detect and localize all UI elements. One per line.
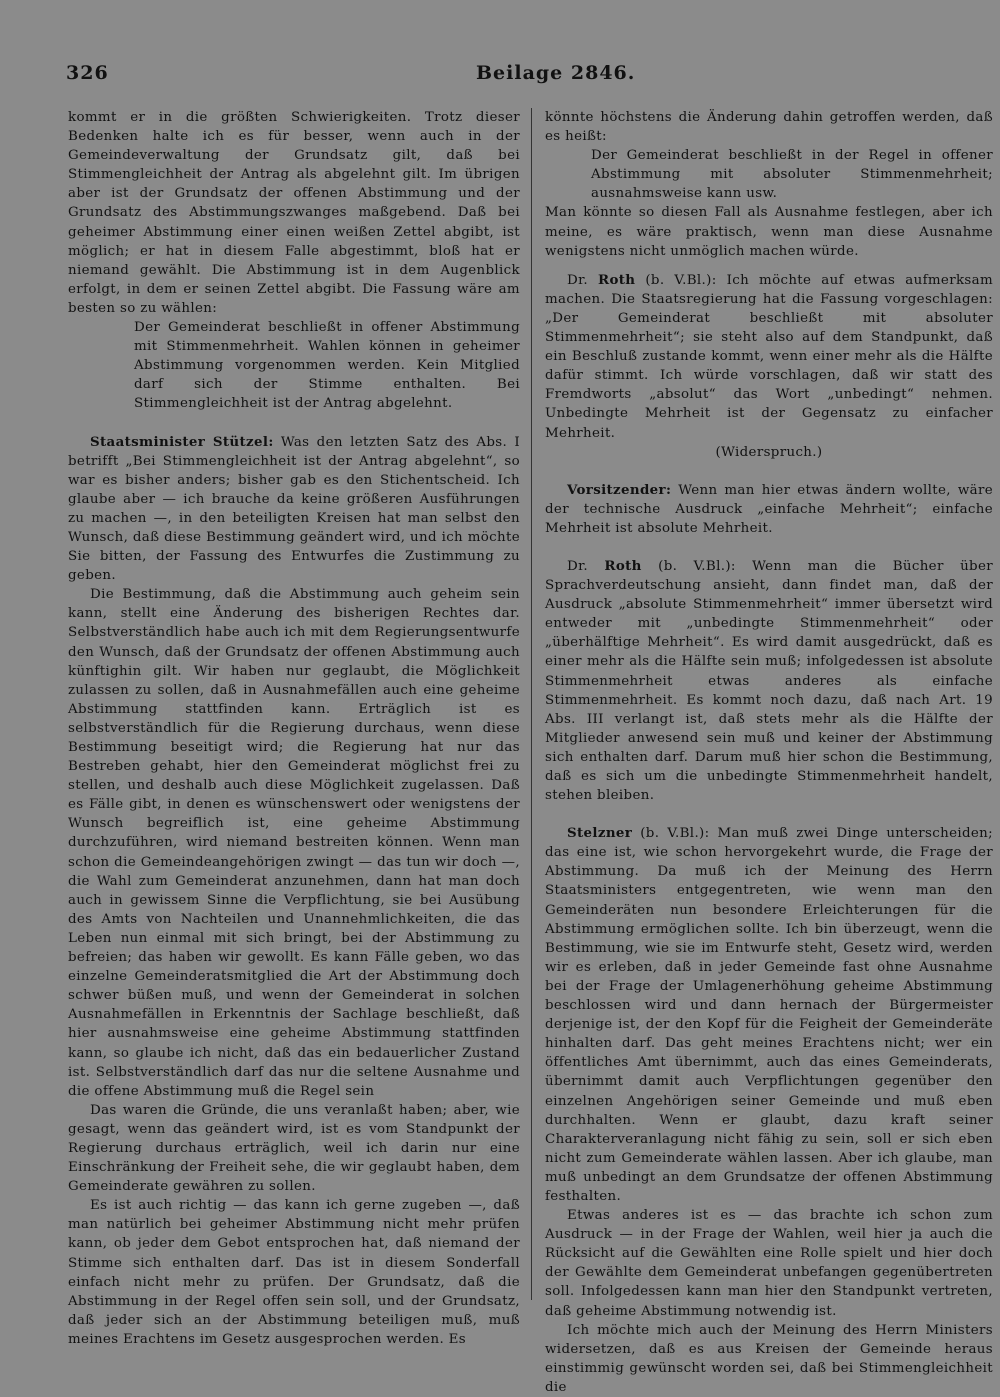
speaker-name: Stelzner: [567, 825, 633, 842]
paragraph: könnte höchstens die Änderung dahin getroffen werden, daß es heißt:: [545, 110, 993, 145]
speech-stuetzel: [68, 433, 520, 586]
speaker-party: (b. V.Bl.):: [641, 558, 736, 574]
paragraph: kommt er in die größten Schwierigkeiten. Trotz dieser Bedenken halte ich es für besser, wenn auch in der Gemeindeverwaltung der Grundsatz gilt, daß bei Stimmengleichheit der Antrag als abgelehnt gilt. Im übrigen aber ist der Grundsatz der offenen Abstimmung und der Grundsatz des Abstimmungszwanges maßgebend. Daß bei geheimer Abstimmung einer einen weißen Zettel abgibt, ist möglich; er hat in diesem Falle abgestimmt, bloß hat er niemand gewählt. Die Abstimmung ist in dem Augenblick erfolgt, in dem er seinen Zettel abgibt. Die Fassung wäre am besten so zu wählen:: [68, 110, 520, 316]
speech-roth: [545, 271, 993, 443]
paragraph: Etwas anderes ist es — das brachte ich schon zum Ausdruck — in der Frage der Wahlen, weil hier ja auch die Rücksicht auf die Gewählten eine Rolle spielt und hier doch der Gewählte dem Gemeinderat unbefangen gegenübertreten soll. Infolgedessen kann man hier den Standpunkt vertreten, daß geheime Abstimmung notwendig ist.: [545, 1208, 993, 1319]
paragraph: Die Bestimmung, daß die Abstimmung auch geheim sein kann, stellt eine Änderung des bisherigen Rechtes dar. Selbstverständlich habe auch ich mit dem Regierungsentwurfe den Wunsch, daß der Grundsatz der offenen Abstimmung auch künftighin gilt. Wir haben nur geglaubt, die Möglichkeit zulassen zu sollen, daß in Ausnahmefällen auch eine geheime Abstimmung stattfinden kann. Erträglich ist es selbstverständlich für die Regierung durchaus, wenn diese Bestimmung beseitigt wird; die Regierung hat nur das Bestreben gehabt, hier den Gemeinderat möglichst frei zu stellen, und deshalb auch diese Möglichkeit zugelassen. Daß es Fälle gibt, in denen es wünschenswert oder wenigstens der Wunsch begreiflich ist, eine geheime Abstimmung durchzuführen, wird niemand bestreiten können. Wenn man schon die Gemeindeangehörigen zwingt — das tun wir doch —, die Wahl zum Gemeinderat anzunehmen, dann hat man doch auch in gewissem Sinne die Verpflichtung, sie bei Ausübung des Amts von Nachteilen und Unannehmlichkeiten, die das Leben nun einmal mit sich bringt, bei der Abstimmung zu befreien; das haben wir gewollt. Es kann Fälle geben, wo das einzelne Gemeinderatsmitglied die Art der Abstimmung doch schwer büßen muß, und wenn der Gemeinderat in solchen Ausnahmefällen in Erkenntnis der Sachlage beschließt, daß hier ausnahmsweise eine geheime Abstimmung stattfinden kann, so glaube ich nicht, daß das ein bedauerlicher Zustand ist. Selbstverständlich darf das nur die seltene Ausnahme und die offene Abstimmung muß die Regel sein: [68, 587, 520, 1099]
speaker-name: Roth: [597, 271, 636, 288]
right-column: [545, 108, 993, 1397]
speaker-name: Vorsitzender:: [567, 481, 672, 498]
paragraph: Ich möchte mich auch der Meinung des Herrn Ministers widersetzen, daß es aus Kreisen der Gemeinde heraus einstimmig gewünscht worden sei, daß bei Stimmengleichheit die: [545, 1322, 993, 1395]
column-divider: [531, 108, 532, 1300]
paragraph: Ich möchte auf etwas aufmerksam machen. Die Staatsregierung hat die Fassung vorgeschlagen: „Der Gemeinderat beschließt mit absoluter Stimmenmehrheit“; sie steht also auf dem Standpunkt, daß ein Beschluß zustande kommt, wenn einer mehr als die Hälfte dafür stimmt. Ich würde vorschlagen, daß wir statt des Fremdworts „absolut“ das Wort „unbedingt“ nehmen. Unbedingte Mehrheit ist der Gegensatz zu einfacher Mehrheit.: [545, 272, 994, 441]
paragraph: Es ist auch richtig — das kann ich gerne zugeben —, daß man natürlich bei geheimer Abstimmung nicht mehr prüfen kann, ob jeder dem Gebot entsprochen hat, daß niemand der Stimme sich enthalten darf. Das ist in diesem Sonderfall einfach nicht mehr zu prüfen. Der Grundsatz, daß die Abstimmung in der Regel offen sein soll, und der Grundsatz, daß jeder sich an der Abstimmung beteiligen muß, muß meines Erachtens im Gesetz ausgesprochen werden. Es: [68, 1198, 520, 1347]
paragraph: Das waren die Gründe, die uns veranlaßt haben; aber, wie gesagt, wenn das geändert wird, ist es vom Standpunkt der Regierung durchaus erträglich, weil ich darin nur eine Einschränkung der Freiheit sehe, die wir geglaubt haben, dem Gemeinderate gewähren zu sollen.: [68, 1102, 520, 1195]
speaker-name: Roth: [604, 557, 642, 574]
speaker-party: (b. V.Bl.):: [632, 826, 710, 842]
paragraph: Man muß zwei Dinge unterscheiden; das eine ist, wie schon hervorgekehrt wurde, die Frage der Abstimmung. Da muß ich der Meinung des Herrn Staatsministers entgegentreten, wie wenn man den Gemeinderäten nun besondere Erleichterungen für die Abstimmung ermöglichen sollte. Ich bin überzeugt, wenn die Bestimmung, wie sie im Entwurfe steht, Gesetz wird, werden wir es erleben, daß in jeder Gemeinde fast ohne Ausnahme bei der Frage der Umlagenerhöhung geheime Abstimmung beschlossen wird und dann hernach der Bürgermeister derjenige ist, der den Kopf für die Feigheit der Gemeinderäte hinhalten darf. Das geht meines Erachtens nicht; wer ein öffentliches Amt übernimmt, auch das eines Gemeinderats, übernimmt damit auch Verpflichtungen gegenüber den einzelnen Angehörigen seiner Gemeinde und muß eben durchhalten. Wenn er glaubt, dazu kraft seiner Charakterveranlagung nicht fähig zu sein, soll er sich eben nicht zum Gemeinderate wählen lassen. Aber ich glaube, man muß unbedingt an dem Grundsatze der offenen Abstimmung festhalten.: [545, 826, 994, 1204]
paragraph: Wenn man hier etwas ändern wollte, wäre der technische Ausdruck „einfache Mehrheit“; einfache Mehrheit ist absolute Mehrheit.: [545, 482, 993, 536]
paragraph: Man könnte so diesen Fall als Ausnahme festlegen, aber ich meine, es wäre praktisch, wenn man diese Ausnahme wenigstens nicht unmöglich machen würde.: [545, 205, 993, 259]
interjection: (Widerspruch.): [715, 444, 823, 460]
quoted-proposal: Der Gemeinderat beschließt in der Regel in offener Abstimmung mit absoluter Stimmenmehrheit; ausnahmsweise kann usw.: [591, 148, 993, 202]
page-title: Beilage 2846.: [476, 62, 636, 84]
speaker-party: (b. V.Bl.):: [635, 272, 717, 288]
quoted-proposal: Der Gemeinderat beschließt in offener Abstimmung mit Stimmenmehrheit. Wahlen können in geheimer Abstimmung vorgenommen werden. Kein Mitglied darf sich der Stimme enthalten. Bei Stimmengleichheit ist der Antrag abgelehnt.: [134, 320, 520, 412]
speech-roth-2: [545, 557, 993, 805]
page-header: [0, 62, 1000, 92]
speaker-title: Dr.: [567, 272, 598, 288]
speech-chair: [545, 481, 993, 538]
speaker-name: Staatsminister Stützel:: [90, 433, 274, 450]
page-number: 326: [66, 62, 109, 84]
left-column: [68, 108, 520, 1349]
speech-stelzner: [545, 824, 993, 1206]
speaker-title: Dr.: [567, 558, 605, 574]
paragraph: Wenn man die Bücher über Sprachverdeutschung ansieht, dann findet man, daß der Ausdruck „absolute Stimmenmehrheit“ immer übersetzt wird entweder mit „unbedingte Stimmenmehrheit“ oder „überhälftige Mehrheit“. Es wird damit ausgedrückt, daß es einer mehr als die Hälfte sein muß; infolgedessen ist absolute Stimmenmehrheit etwas anderes als einfache Stimmenmehrheit. Es kommt noch dazu, daß nach Art. 19 Abs. III verlangt ist, daß stets mehr als die Hälfte der Mitglieder anwesend sein muß und keiner der Abstimmung sich enthalten darf. Darum muß hier schon die Bestimmung, daß es sich um die unbedingte Stimmenmehrheit handelt, stehen bleiben.: [545, 558, 994, 804]
paragraph: Was den letzten Satz des Abs. I betrifft „Bei Stimmengleichheit ist der Antrag abgelehnt“, so war es bisher anders; bisher gab es den Stichentscheid. Ich glaube aber — ich brauche da keine größeren Ausführungen zu machen —, in den beteiligten Kreisen hat man selbst den Wunsch, daß diese Bestimmung geändert wird, und ich möchte Sie bitten, der Fassung des Entwurfes die Zustimmung zu geben.: [68, 434, 521, 584]
